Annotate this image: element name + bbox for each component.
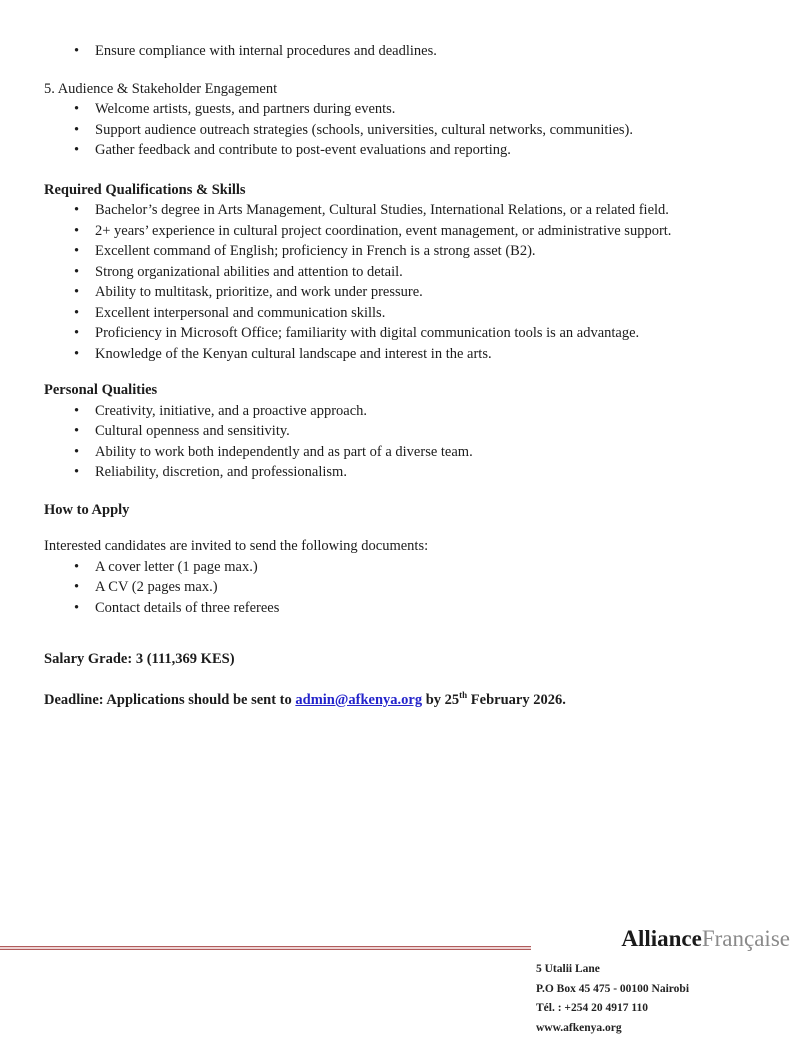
- list-item: • Proficiency in Microsoft Office; familiarity with digital communication tools is an advantage.: [72, 323, 755, 344]
- section-heading-required-qualifications: Required Qualifications & Skills: [44, 180, 755, 201]
- list-item: • Ability to multitask, prioritize, and work under pressure.: [72, 282, 755, 303]
- list-item: • 2+ years’ experience in cultural project coordination, event management, or administrative support.: [72, 221, 755, 242]
- footer-address-block: [536, 960, 689, 1038]
- section-heading-personal-qualities: Personal Qualities: [44, 380, 755, 401]
- personal-qualities-bullet-list: [44, 401, 755, 483]
- list-item: • Welcome artists, guests, and partners during events.: [72, 99, 755, 120]
- list-item: • Creativity, initiative, and a proactive approach.: [72, 401, 755, 422]
- list-item: • Excellent interpersonal and communication skills.: [72, 303, 755, 324]
- deadline-ordinal-superscript: th: [459, 690, 467, 700]
- list-item: • A CV (2 pages max.): [72, 577, 755, 598]
- alliance-francaise-logo: [621, 926, 790, 952]
- audience-engagement-bullet-list: [44, 99, 755, 161]
- list-item: • Contact details of three referees: [72, 598, 755, 619]
- address-line: P.O Box 45 475 - 00100 Nairobi: [536, 980, 689, 1000]
- address-line: www.afkenya.org: [536, 1019, 689, 1038]
- list-item: • A cover letter (1 page max.): [72, 557, 755, 578]
- apply-intro-text: Interested candidates are invited to send the following documents:: [44, 536, 755, 557]
- section-heading-how-to-apply: How to Apply: [44, 500, 755, 521]
- list-item: • Cultural openness and sensitivity.: [72, 421, 755, 442]
- list-item: • Gather feedback and contribute to post-event evaluations and reporting.: [72, 140, 755, 161]
- address-line: 5 Utalii Lane: [536, 960, 689, 980]
- apply-documents-bullet-list: [44, 557, 755, 619]
- deadline-middle-text: by 25: [422, 692, 459, 708]
- deadline-line: [44, 690, 755, 711]
- list-item: • Strong organizational abilities and attention to detail.: [72, 262, 755, 283]
- list-item: • Excellent command of English; proficiency in French is a strong asset (B2).: [72, 241, 755, 262]
- salary-grade-line: Salary Grade: 3 (111,369 KES): [44, 649, 755, 670]
- deadline-suffix-text: February 2026.: [467, 692, 566, 708]
- list-item: • Bachelor’s degree in Arts Management, Cultural Studies, International Relations, or a related field.: [72, 200, 755, 221]
- logo-text-francaise: Française: [702, 926, 790, 951]
- address-line: Tél. : +254 20 4917 110: [536, 999, 689, 1019]
- footer-rule: [0, 946, 531, 950]
- logo-text-alliance: Alliance: [621, 926, 702, 951]
- list-item: • Support audience outreach strategies (schools, universities, cultural networks, communities).: [72, 120, 755, 141]
- list-item: • Knowledge of the Kenyan cultural landscape and interest in the arts.: [72, 344, 755, 365]
- deadline-prefix-text: Deadline: Applications should be sent to: [44, 692, 295, 708]
- list-item: • Reliability, discretion, and professionalism.: [72, 462, 755, 483]
- qualifications-bullet-list: [44, 200, 755, 364]
- intro-bullet-list: [44, 41, 755, 62]
- list-item: • Ensure compliance with internal procedures and deadlines.: [72, 41, 755, 62]
- list-item: • Ability to work both independently and as part of a diverse team.: [72, 442, 755, 463]
- email-link[interactable]: admin@afkenya.org: [295, 692, 422, 708]
- section-heading-audience-engagement: 5. Audience & Stakeholder Engagement: [44, 79, 755, 100]
